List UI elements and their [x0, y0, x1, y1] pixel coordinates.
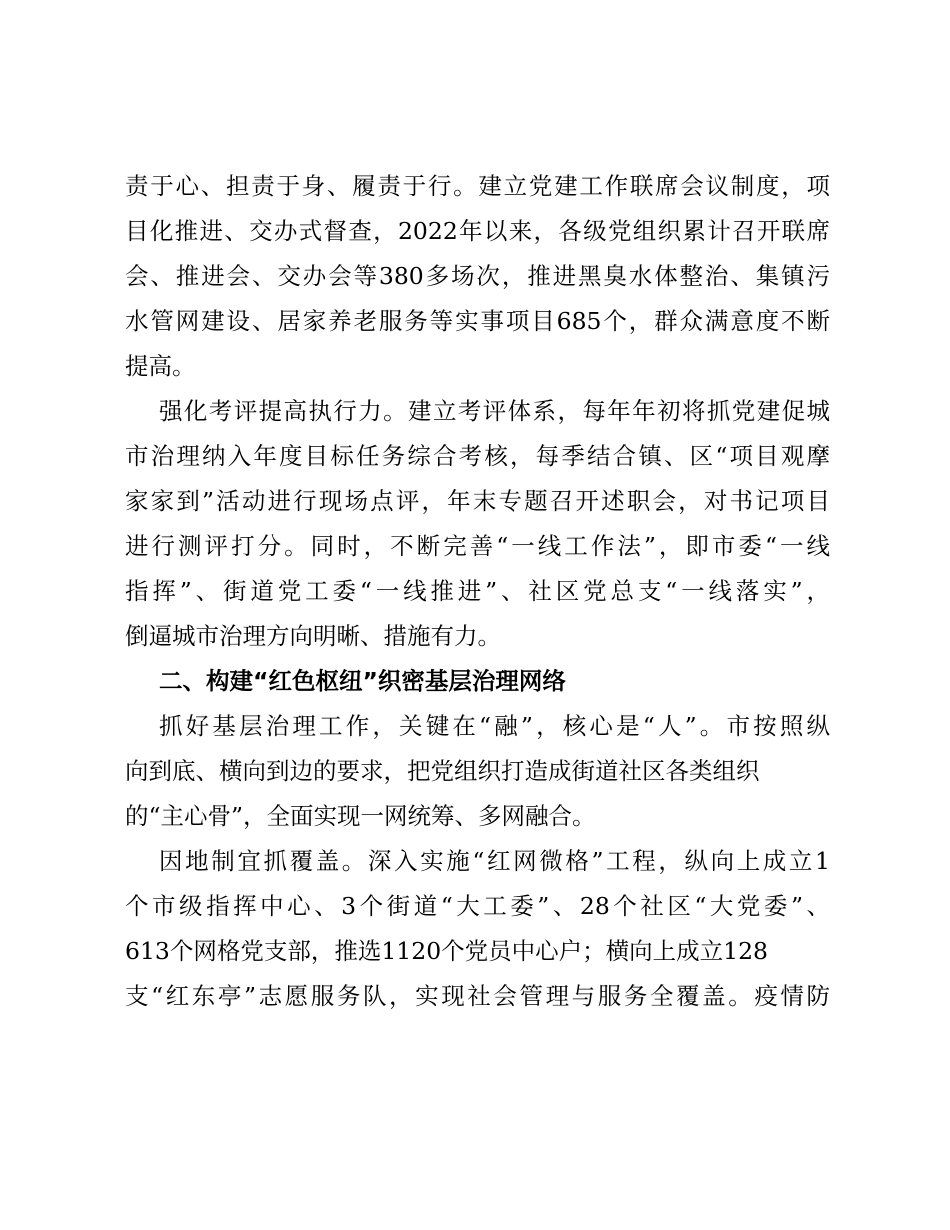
text-line: 的“主心骨”，全面实现一网统筹、多网融合。	[125, 802, 596, 830]
text-line: 市治理纳入年度目标任务综合考核，每季结合镇、区“项目观摩	[125, 442, 830, 470]
text-line: 家家到”活动进行现场点评，年末专题召开述职会，对书记项目	[125, 487, 830, 515]
paragraph-1	[125, 164, 830, 389]
paragraph-3	[125, 704, 830, 839]
text-line: 进行测评打分。同时，不断完善“一线工作法”，即市委“一线	[125, 532, 830, 560]
text-line: 个市级指挥中心、3个街道“大工委”、28个社区“大党委”、	[125, 892, 830, 920]
heading-text: 二、构建“红色枢纽”织密基层治理网络	[159, 667, 566, 695]
text-line: 水管网建设、居家养老服务等实事项目685个，群众满意度不断	[125, 307, 830, 335]
text-line: 向到底、横向到边的要求，把党组织打造成街道社区各类组织	[125, 757, 760, 785]
text-line: 倒逼城市治理方向明晰、措施有力。	[125, 622, 501, 650]
paragraph-4	[125, 839, 830, 1019]
text-line: 会、推进会、交办会等380多场次，推进黑臭水体整治、集镇污	[125, 262, 830, 290]
document-page	[125, 164, 830, 1019]
text-line: 抓好基层治理工作，关键在“融”，核心是“人”。市按照纵	[159, 712, 830, 740]
paragraph-2	[125, 389, 830, 659]
text-line: 提高。	[125, 352, 196, 380]
text-line: 支“红东亭”志愿服务队，实现社会管理与服务全覆盖。疫情防	[125, 982, 830, 1010]
text-line: 指挥”、街道党工委“一线推进”、社区党总支“一线落实”，	[125, 577, 830, 605]
text-line: 强化考评提高执行力。建立考评体系，每年年初将抓党建促城	[159, 397, 830, 425]
section-heading	[125, 659, 830, 704]
text-line: 目化推进、交办式督查，2022年以来，各级党组织累计召开联席	[125, 217, 830, 245]
text-line: 613个网格党支部，推选1120个党员中心户；横向上成立128	[125, 937, 769, 965]
text-line: 责于心、担责于身、履责于行。建立党建工作联席会议制度，项	[125, 172, 830, 200]
text-line: 因地制宜抓覆盖。深入实施“红网微格”工程，纵向上成立1	[159, 847, 830, 875]
